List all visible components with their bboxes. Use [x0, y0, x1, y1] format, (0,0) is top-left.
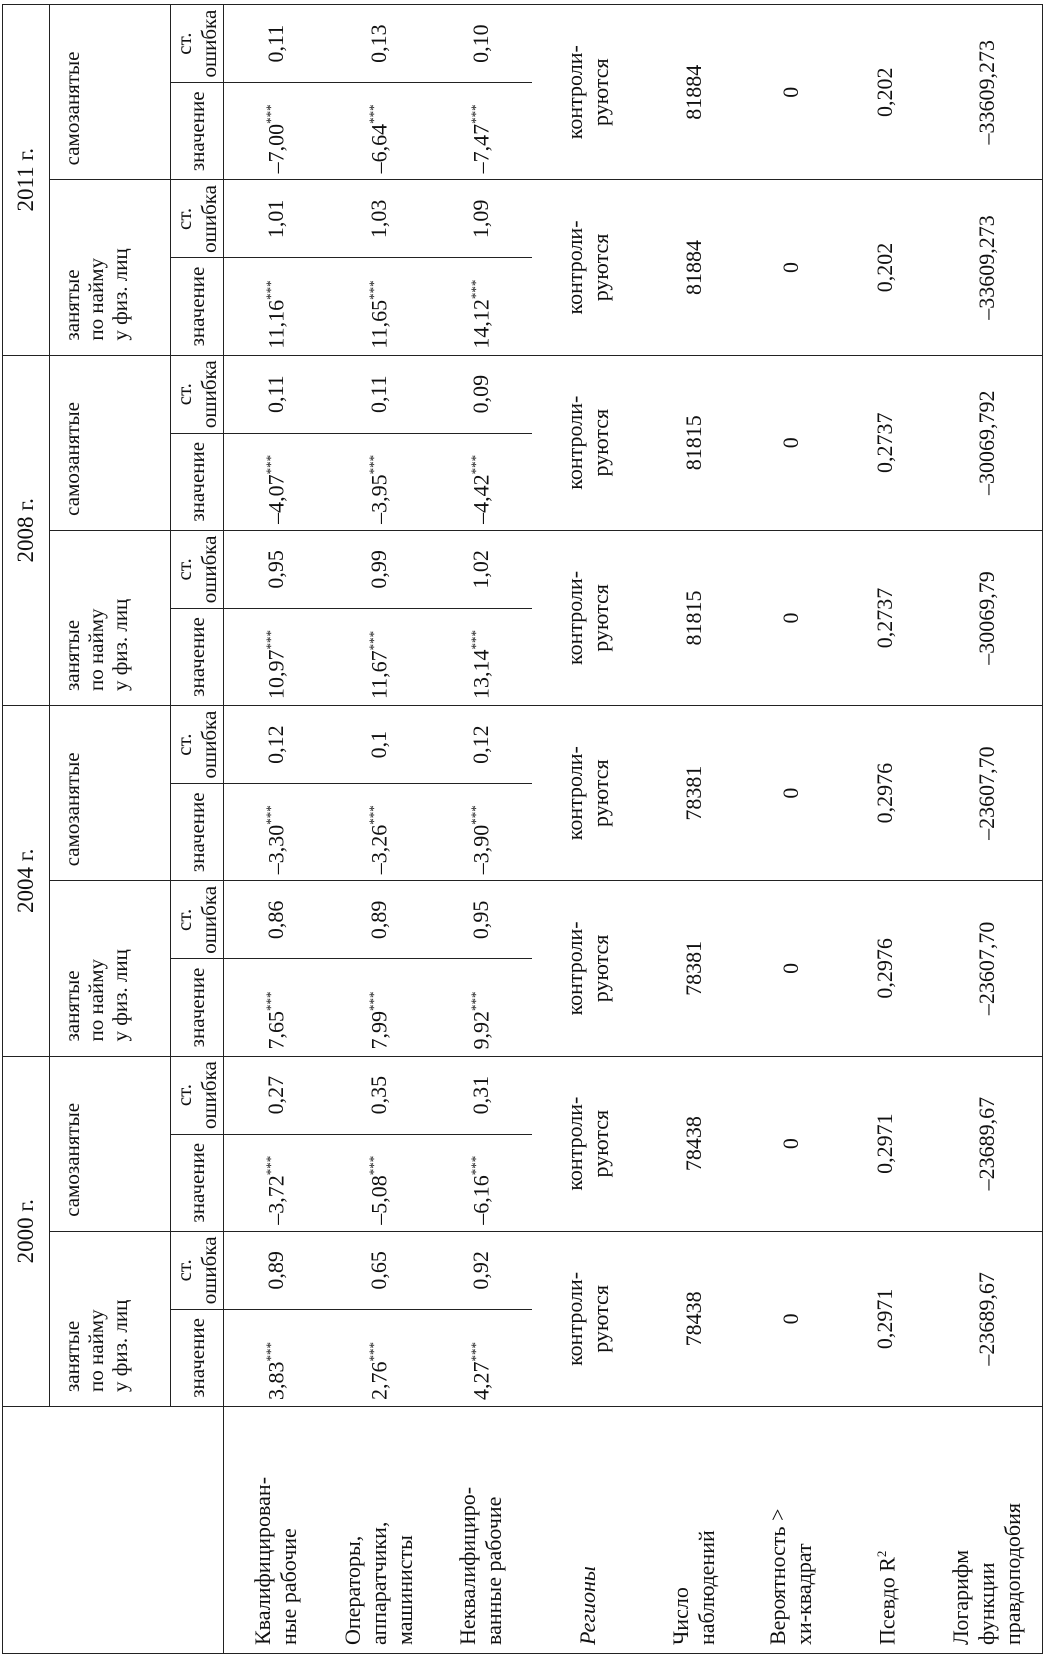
value-cell: 2,76*** — [328, 1309, 430, 1406]
subheader-value: значение — [171, 608, 224, 705]
observations-cell: 78438 — [644, 1231, 744, 1406]
regions-controlled: контроли- руются — [532, 881, 644, 1056]
group-self: самозанятые — [50, 706, 171, 881]
probability-cell: 0 — [744, 355, 838, 530]
error-cell: 0,65 — [328, 1231, 430, 1309]
regression-table — [2, 4, 1043, 1654]
group-hired: занятые по найму у физ. лиц — [50, 180, 171, 355]
error-cell: 0,11 — [224, 355, 329, 433]
probability-cell: 0 — [744, 530, 838, 705]
row-label-unskilled: Неквалифициро- ванные рабочие — [430, 1406, 532, 1653]
value-cell: –5,08*** — [328, 1134, 430, 1231]
regions-controlled: контроли- руются — [532, 1056, 644, 1231]
error-cell: 0,99 — [328, 530, 430, 608]
value-cell: –3,26*** — [328, 784, 430, 881]
value-cell: 4,27*** — [430, 1309, 532, 1406]
subheader-error: ст. ошибка — [171, 530, 224, 608]
regions-controlled: контроли- руются — [532, 1231, 644, 1406]
value-cell: 11,16*** — [224, 258, 329, 355]
error-cell: 0,12 — [430, 706, 532, 784]
subheader-error: ст. ошибка — [171, 706, 224, 784]
error-cell: 0,35 — [328, 1056, 430, 1134]
header-corner — [3, 1406, 224, 1653]
probability-cell: 0 — [744, 881, 838, 1056]
year-2004: 2004 г. — [3, 706, 50, 1056]
log-likelihood-cell: –33609,273 — [932, 5, 1043, 180]
value-cell: 11,67*** — [328, 608, 430, 705]
probability-cell: 0 — [744, 5, 838, 180]
observations-cell: 81815 — [644, 355, 744, 530]
error-cell: 0,11 — [224, 5, 329, 83]
subheader-error: ст. ошибка — [171, 1056, 224, 1134]
observations-cell: 81884 — [644, 180, 744, 355]
regions-controlled: контроли- руются — [532, 706, 644, 881]
log-likelihood-cell: –23689,67 — [932, 1056, 1043, 1231]
log-likelihood-cell: –33609,273 — [932, 180, 1043, 355]
error-cell: 1,03 — [328, 180, 430, 258]
value-cell: 11,65*** — [328, 258, 430, 355]
value-cell: 10,97*** — [224, 608, 329, 705]
row-label-log-likelihood: Логарифм функции правдоподобия — [932, 1406, 1043, 1653]
error-cell: 0,13 — [328, 5, 430, 83]
value-cell: 7,99*** — [328, 959, 430, 1056]
subheader-error: ст. ошибка — [171, 355, 224, 433]
log-likelihood-cell: –23607,70 — [932, 881, 1043, 1056]
row-label-pseudo-r2: Псевдо $R^2$ — [838, 1406, 932, 1653]
group-hired: занятые по найму у физ. лиц — [50, 530, 171, 705]
probability-cell: 0 — [744, 180, 838, 355]
pseudo-r2-cell: 0,2971 — [838, 1231, 932, 1406]
value-cell: –4,42*** — [430, 433, 532, 530]
subheader-value: значение — [171, 959, 224, 1056]
observations-cell: 81884 — [644, 5, 744, 180]
value-cell: 9,92*** — [430, 959, 532, 1056]
probability-cell: 0 — [744, 1231, 838, 1406]
observations-cell: 81815 — [644, 530, 744, 705]
error-cell: 0,1 — [328, 706, 430, 784]
value-cell: –3,72*** — [224, 1134, 329, 1231]
pseudo-r2-cell: 0,2737 — [838, 530, 932, 705]
log-likelihood-cell: –23607,70 — [932, 706, 1043, 881]
year-2000: 2000 г. — [3, 1056, 50, 1406]
value-cell: 14,12*** — [430, 258, 532, 355]
row-label-regions: Регионы — [532, 1406, 644, 1653]
error-cell: 1,02 — [430, 530, 532, 608]
subheader-error: ст. ошибка — [171, 5, 224, 83]
group-self: самозанятые — [50, 1056, 171, 1231]
value-cell: –4,07*** — [224, 433, 329, 530]
value-cell: 3,83*** — [224, 1309, 329, 1406]
value-cell: –7,47*** — [430, 83, 532, 180]
subheader-value: значение — [171, 784, 224, 881]
probability-cell: 0 — [744, 706, 838, 881]
regions-controlled: контроли- руются — [532, 355, 644, 530]
subheader-value: значение — [171, 258, 224, 355]
regions-controlled: контроли- руются — [532, 530, 644, 705]
subheader-error: ст. ошибка — [171, 1231, 224, 1309]
value-cell: 7,65*** — [224, 959, 329, 1056]
error-cell: 1,09 — [430, 180, 532, 258]
error-cell: 0,86 — [224, 881, 329, 959]
group-hired: занятые по найму у физ. лиц — [50, 881, 171, 1056]
year-2011: 2011 г. — [3, 5, 50, 356]
value-cell: –3,95*** — [328, 433, 430, 530]
group-self: самозанятые — [50, 355, 171, 530]
error-cell: 0,27 — [224, 1056, 329, 1134]
pseudo-r2-cell: 0,202 — [838, 180, 932, 355]
group-self: самозанятые — [50, 5, 171, 180]
error-cell: 0,92 — [430, 1231, 532, 1309]
error-cell: 1,01 — [224, 180, 329, 258]
error-cell: 0,09 — [430, 355, 532, 433]
error-cell: 0,11 — [328, 355, 430, 433]
error-cell: 0,89 — [224, 1231, 329, 1309]
row-label-operators: Операторы, аппаратчики, машинисты — [328, 1406, 430, 1653]
row-label-observations: Число наблюдений — [644, 1406, 744, 1653]
error-cell: 0,89 — [328, 881, 430, 959]
subheader-value: значение — [171, 1134, 224, 1231]
subheader-error: ст. ошибка — [171, 881, 224, 959]
row-label-probability: Вероятность > хи-квадрат — [744, 1406, 838, 1653]
pseudo-r2-cell: 0,2737 — [838, 355, 932, 530]
observations-cell: 78381 — [644, 706, 744, 881]
log-likelihood-cell: –30069,79 — [932, 530, 1043, 705]
error-cell: 0,31 — [430, 1056, 532, 1134]
error-cell: 0,95 — [224, 530, 329, 608]
subheader-value: значение — [171, 1309, 224, 1406]
log-likelihood-cell: –23689,67 — [932, 1231, 1043, 1406]
group-hired: занятые по найму у физ. лиц — [50, 1231, 171, 1406]
regions-controlled: контроли- руются — [532, 5, 644, 180]
pseudo-r2-cell: 0,2976 — [838, 881, 932, 1056]
year-2008: 2008 г. — [3, 355, 50, 705]
subheader-value: значение — [171, 433, 224, 530]
value-cell: –3,90*** — [430, 784, 532, 881]
value-cell: –6,16*** — [430, 1134, 532, 1231]
probability-cell: 0 — [744, 1056, 838, 1231]
pseudo-r2-cell: 0,202 — [838, 5, 932, 180]
error-cell: 0,10 — [430, 5, 532, 83]
observations-cell: 78438 — [644, 1056, 744, 1231]
subheader-value: значение — [171, 83, 224, 180]
value-cell: 13,14*** — [430, 608, 532, 705]
log-likelihood-cell: –30069,792 — [932, 355, 1043, 530]
value-cell: –7,00*** — [224, 83, 329, 180]
regions-controlled: контроли- руются — [532, 180, 644, 355]
row-label-skilled: Квалифицирован- ные рабочие — [224, 1406, 329, 1653]
pseudo-r2-cell: 0,2971 — [838, 1056, 932, 1231]
observations-cell: 78381 — [644, 881, 744, 1056]
error-cell: 0,12 — [224, 706, 329, 784]
value-cell: –6,64*** — [328, 83, 430, 180]
pseudo-r2-cell: 0,2976 — [838, 706, 932, 881]
value-cell: –3,30*** — [224, 784, 329, 881]
error-cell: 0,95 — [430, 881, 532, 959]
subheader-error: ст. ошибка — [171, 180, 224, 258]
